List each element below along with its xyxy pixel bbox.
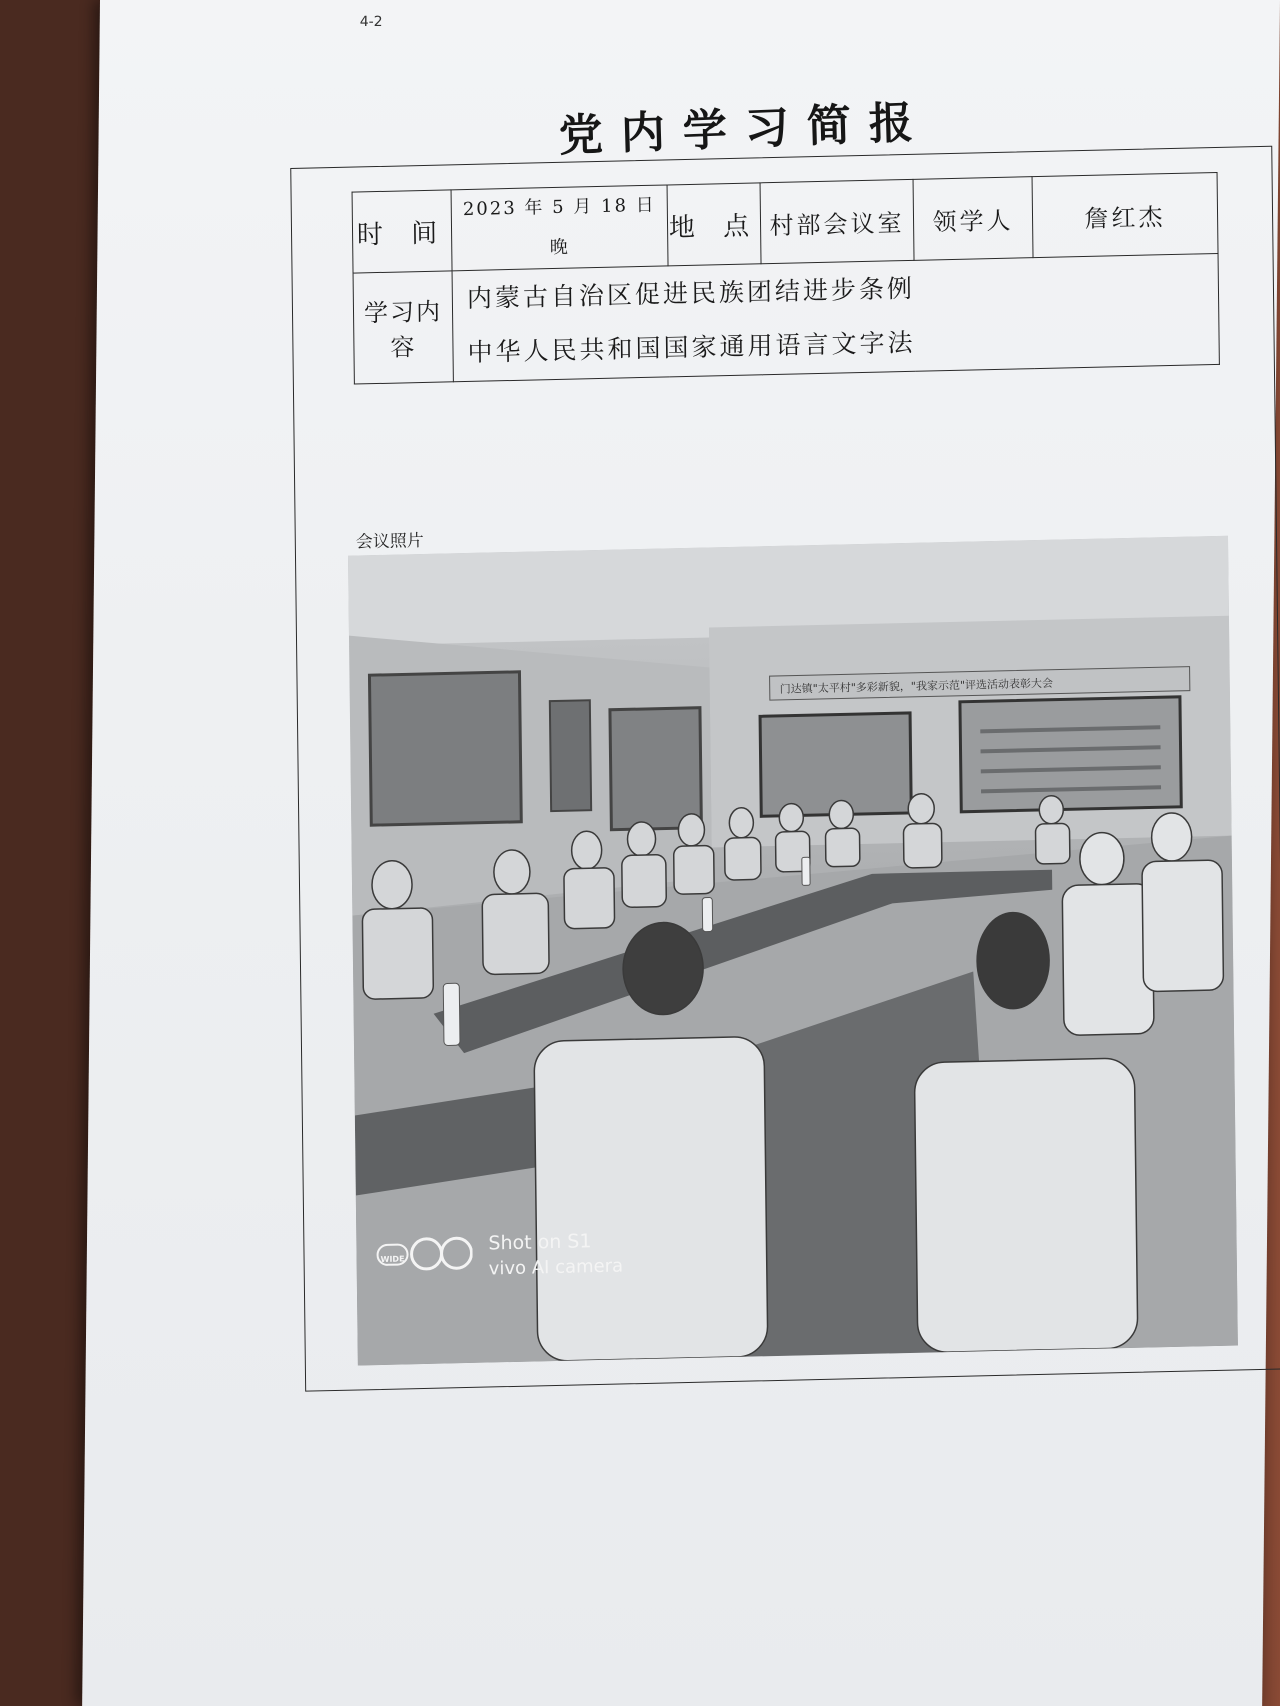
attendee: [1039, 795, 1063, 824]
study-content-label-text: 学习内容: [363, 297, 443, 362]
info-table: [352, 172, 1220, 385]
time-label: 时 间: [352, 190, 452, 273]
window: [550, 700, 591, 811]
water-bottle: [702, 897, 712, 931]
paper-sheet: [82, 0, 1280, 1706]
attendee: [674, 845, 715, 894]
attendee: [779, 803, 803, 832]
watermark-shot-on: Shot on S1: [488, 1230, 592, 1255]
leader-label: 领学人: [913, 177, 1033, 261]
attendee: [362, 908, 433, 1000]
attendee: [482, 893, 549, 974]
attendee: [534, 1036, 768, 1361]
attendee: [1035, 823, 1069, 864]
attendee: [1142, 860, 1224, 992]
attendee: [623, 922, 704, 1016]
time-value-date: 2023 年 5 月 18 日: [462, 194, 656, 221]
study-content-items: [452, 253, 1219, 381]
place-value: 村部会议室: [760, 179, 914, 263]
attendee: [627, 822, 655, 857]
attendee: [825, 828, 859, 867]
attendee: [678, 814, 704, 847]
attendee: [725, 837, 762, 880]
water-bottle: [443, 983, 460, 1045]
notice-board: [760, 713, 911, 816]
meeting-photo: [348, 536, 1238, 1366]
notice-board: [960, 697, 1181, 812]
attendee: [903, 823, 942, 868]
study-content-label: [353, 271, 453, 384]
study-content-row: [353, 253, 1219, 384]
banner-text: 门达镇"太平村"多彩新貌，"我家示范"评选活动表彰大会: [779, 676, 1054, 696]
briefing-form: [290, 146, 1280, 1392]
leader-value: 詹红杰: [1032, 172, 1218, 257]
attendee: [977, 912, 1050, 1010]
attendee: [622, 854, 667, 907]
study-item: 中华人民共和国国家通用语言文字法: [467, 327, 916, 367]
water-bottle: [802, 857, 810, 885]
attendee: [1062, 883, 1154, 1035]
attendee: [729, 808, 753, 839]
attendee: [908, 793, 934, 824]
document-title: 党内学习简报: [558, 96, 932, 163]
attendee: [829, 800, 853, 829]
attendee: [571, 831, 601, 870]
time-value: [451, 185, 668, 271]
page-number: 4-2: [359, 14, 383, 30]
attendee: [914, 1058, 1138, 1353]
attendee: [494, 850, 531, 895]
study-item: 内蒙古自治区促进民族团结进步条例: [466, 273, 916, 313]
attendee: [1080, 832, 1125, 885]
meeting-photo-scene: [348, 536, 1238, 1366]
window: [610, 708, 701, 830]
attendee: [564, 868, 615, 929]
attendee: [372, 860, 413, 909]
attendee: [1151, 813, 1192, 862]
watermark-badge: WIDE: [380, 1254, 405, 1264]
watermark-camera: vivo AI camera: [488, 1255, 624, 1280]
place-label: 地 点: [667, 183, 761, 266]
photo-label: 会议照片: [355, 530, 424, 553]
time-value-evening: 晚: [549, 236, 570, 259]
window: [369, 672, 521, 825]
